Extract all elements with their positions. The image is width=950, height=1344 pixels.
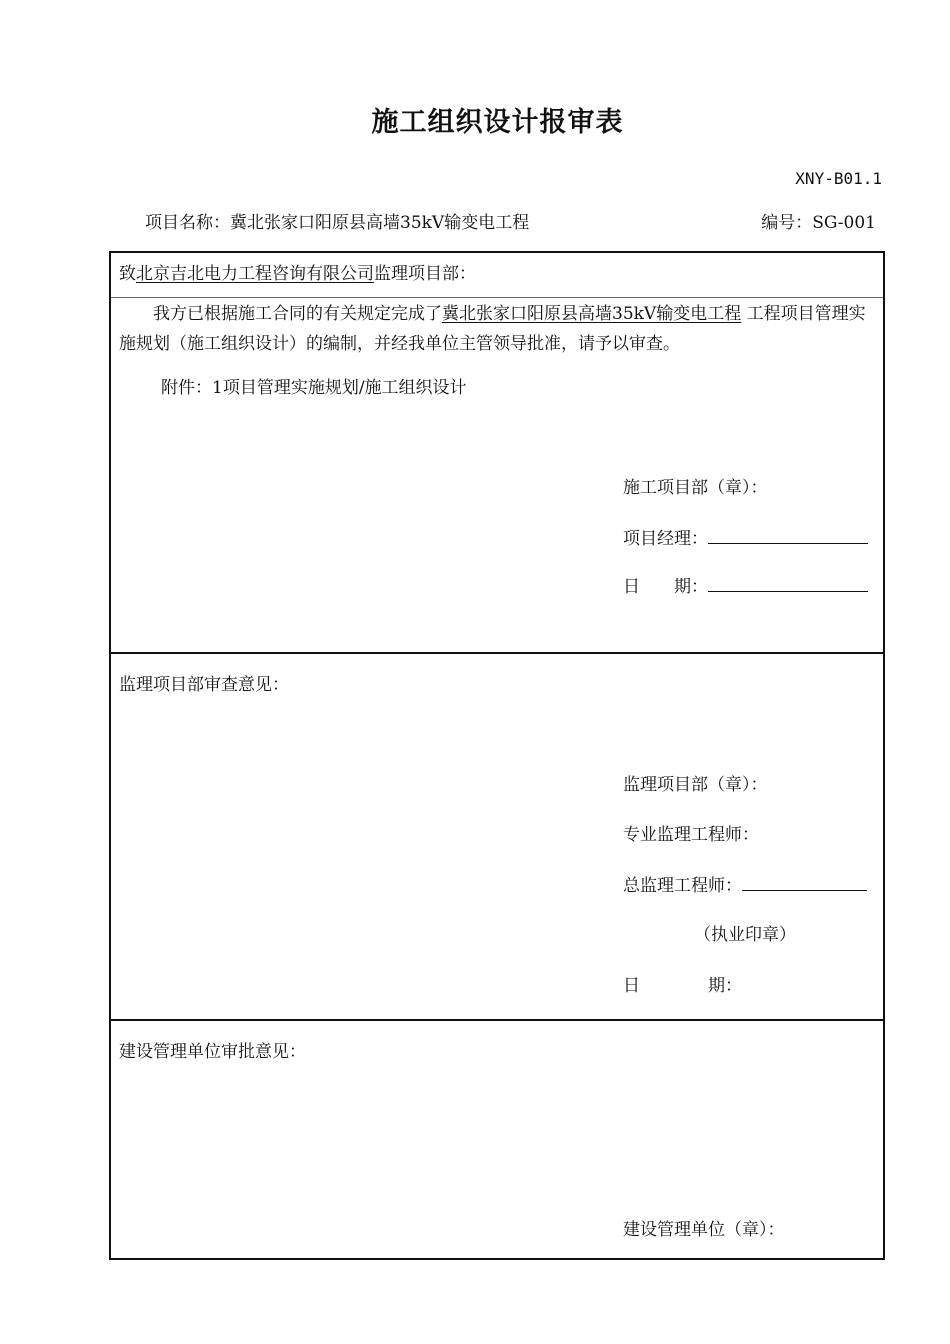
chief-engineer-row (623, 871, 867, 896)
para-project-name: 冀北张家口阳原县高墙35kV输变电工程 (442, 304, 742, 324)
owner-approval-heading: 建设管理单位审批意见： (119, 1042, 306, 1062)
date-line-1 (708, 575, 868, 592)
project-name-row (145, 208, 529, 233)
para-text-b: 工程项目管理实施规划（施工组织设计）的编制，并经我单位主管领导批准，请予以审查。 (119, 304, 866, 354)
review-form-table (109, 251, 885, 1260)
specialty-engineer-label: 专业监理工程师： (623, 825, 759, 845)
row-divider (111, 297, 883, 298)
addressee-prefix: 致 (119, 264, 136, 284)
date-label-1: 日 期： (623, 577, 708, 597)
submission-paragraph (119, 299, 881, 359)
project-label: 项目名称： (145, 213, 230, 233)
form-title: 施工组织设计报审表 (371, 107, 624, 138)
addressee-org: 北京吉北电力工程咨询有限公司 (136, 264, 374, 284)
addressee-suffix: 监理项目部： (374, 264, 476, 284)
section-divider-2 (111, 1019, 883, 1021)
section-divider-1 (111, 652, 883, 654)
project-manager-label: 项目经理： (623, 529, 708, 549)
chief-engineer-label: 总监理工程师： (623, 876, 742, 896)
chief-engineer-signature-line (742, 874, 867, 891)
number-label: 编号： (761, 213, 813, 233)
construction-dept-stamp: 施工项目部（章）： (623, 478, 768, 498)
attachment-line: 附件：1项目管理实施规划/施工组织设计 (161, 378, 467, 398)
number-value: SG-001 (812, 213, 876, 233)
form-code: XNY-B01.1 (795, 169, 882, 188)
project-manager-row (623, 524, 868, 549)
supervision-opinion-heading: 监理项目部审查意见： (119, 675, 289, 695)
para-text-a: 我方已根据施工合同的有关规定完成了 (153, 304, 442, 324)
project-name: 冀北张家口阳原县高墙35kV输变电工程 (230, 213, 530, 233)
addressee-line (119, 259, 476, 284)
owner-unit-stamp: 建设管理单位（章）： (623, 1220, 785, 1240)
seal-note: （执业印章） (694, 925, 796, 945)
project-manager-signature-line (708, 527, 868, 544)
date-label-2: 日 期： (623, 976, 742, 996)
document-number-row (761, 208, 876, 233)
date-row-1 (623, 572, 868, 597)
supervision-dept-stamp: 监理项目部（章）： (623, 775, 768, 795)
